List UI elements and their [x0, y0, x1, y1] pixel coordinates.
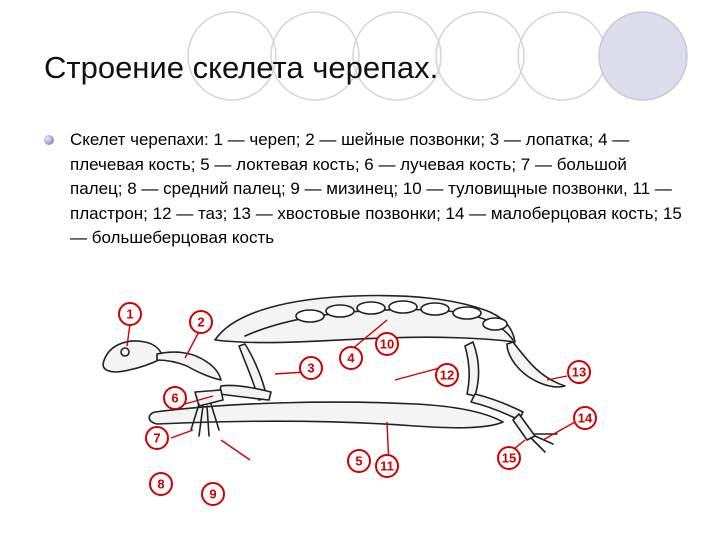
callout-5 — [348, 450, 370, 472]
svg-text:10: 10 — [379, 336, 395, 352]
hindfoot — [531, 434, 557, 452]
callout-10 — [376, 333, 398, 355]
svg-text:14: 14 — [577, 410, 593, 426]
callout-12 — [436, 364, 458, 386]
callout-1 — [119, 303, 141, 325]
pelvis — [465, 342, 479, 396]
turtle-skeleton — [103, 296, 565, 452]
svg-text:2: 2 — [197, 314, 205, 330]
callout-15 — [498, 447, 520, 469]
svg-text:6: 6 — [171, 390, 179, 406]
tail-vertebrae — [507, 342, 565, 387]
callout-8 — [150, 473, 172, 495]
turtle-skeleton-diagram — [95, 280, 615, 520]
callout-2 — [190, 311, 212, 333]
svg-text:15: 15 — [501, 450, 517, 466]
svg-text:7: 7 — [153, 430, 161, 446]
bullet-text: Скелет черепахи: 1 — череп; 2 — шейные позвонки; 3 — лопатка; 4 — плечевая кость; 5 — локтевая кость; 6 — лучевая кость; 7 — большой палец; 8 — средний палец; 9 — мизинец; 10 — туловищные позвонки, 11 — пластрон; 12 — таз; 13 — хвостовые позвонки; 14 — малоберцовая кость; 15 — большеберцовая кость — [70, 130, 682, 247]
bullet-item — [44, 128, 684, 251]
svg-text:3: 3 — [307, 360, 315, 376]
svg-text:5: 5 — [355, 453, 363, 469]
svg-text:13: 13 — [571, 364, 587, 380]
svg-text:12: 12 — [439, 367, 455, 383]
callout-13 — [568, 361, 590, 383]
callout-6 — [164, 387, 186, 409]
svg-text:1: 1 — [126, 306, 134, 322]
callout-4 — [340, 347, 362, 369]
slide-title: Строение скелета черепах. — [44, 50, 439, 85]
callout-9 — [202, 483, 224, 505]
svg-text:11: 11 — [380, 458, 394, 474]
callout-7 — [146, 427, 168, 449]
skull — [103, 341, 163, 372]
svg-text:8: 8 — [157, 476, 165, 492]
callout-14 — [574, 407, 596, 429]
tibia-fibula — [513, 414, 535, 440]
callout-11 — [376, 455, 398, 477]
neck-vertebrae — [157, 352, 221, 380]
svg-text:4: 4 — [347, 350, 355, 366]
svg-text:9: 9 — [209, 486, 217, 502]
callout-3 — [300, 357, 322, 379]
bullet-icon — [44, 135, 54, 145]
